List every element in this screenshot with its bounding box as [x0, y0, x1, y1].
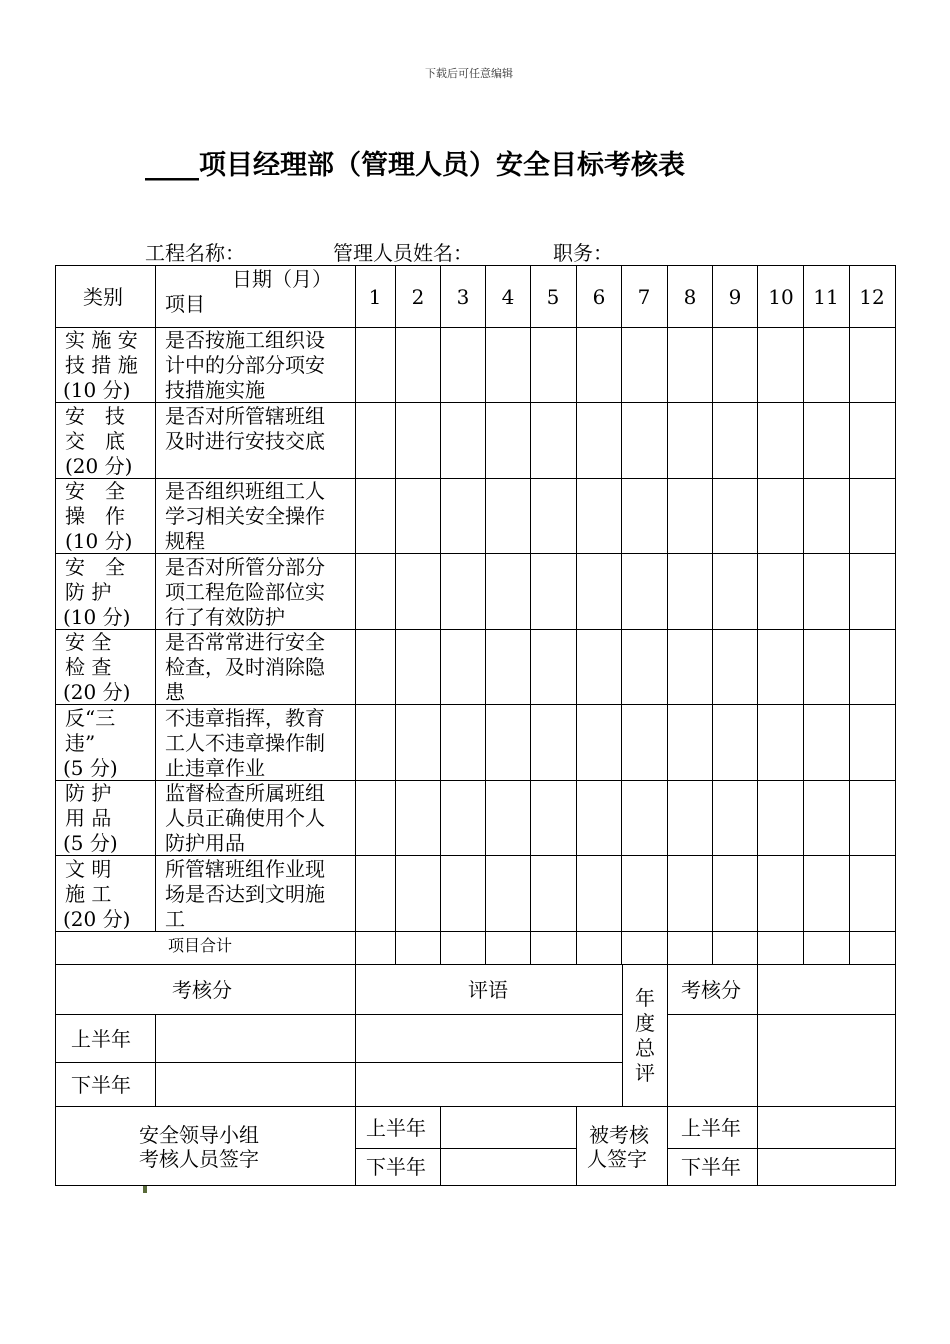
table-border [622, 964, 623, 1106]
table-border [155, 265, 156, 931]
table-border [667, 1014, 896, 1015]
sign-second-half: 下半年 [366, 1155, 426, 1179]
month-10: 10 [768, 285, 794, 309]
month-5: 5 [546, 285, 560, 309]
row-category-line: 防 护 [65, 781, 112, 805]
table-border [621, 265, 622, 964]
row-item-line: 工 [165, 907, 185, 931]
page-title: ____项目经理部（管理人员）安全目标考核表 [145, 150, 685, 181]
annual-label-char: 度 [635, 1011, 655, 1035]
row-item-line: 不违章指挥，教育 [165, 706, 325, 730]
score-label: 考核分 [172, 978, 232, 1002]
row-category-line: 操 作 [65, 504, 125, 528]
project-name-label: 工程名称： [145, 241, 245, 265]
table-border [576, 265, 577, 964]
month-2: 2 [411, 285, 425, 309]
sign-first-half: 上半年 [366, 1116, 426, 1140]
row-item-line: 人员正确使用个人 [165, 806, 325, 830]
row-item-line: 患 [165, 680, 185, 704]
row-item-line: 学习相关安全操作 [165, 504, 325, 528]
row-category-line: 实 施 安 [65, 328, 138, 352]
table-border [667, 1148, 896, 1149]
table-border [895, 265, 896, 1186]
row-item-line: 工人不违章操作制 [165, 731, 325, 755]
month-3: 3 [456, 285, 470, 309]
manager-name-label: 管理人员姓名： [333, 241, 473, 265]
annual-score-label: 考核分 [681, 978, 741, 1002]
row-item-line: 防护用品 [165, 831, 245, 855]
row-category-line: (20 分) [63, 680, 131, 704]
table-border [55, 1106, 896, 1107]
row-category-line: 安 全 [65, 479, 125, 503]
row-category-line: 反“三 [65, 706, 116, 730]
annual-label-char: 评 [635, 1061, 655, 1085]
table-border [530, 265, 531, 964]
assessed-sign-label: 被考核 [589, 1123, 649, 1147]
table-border [355, 1148, 576, 1149]
table-border [849, 265, 850, 964]
row-category-line: 用 品 [65, 806, 112, 830]
row-item-line: 是否对所管分部分 [165, 555, 325, 579]
table-border [485, 265, 486, 964]
row-category-line: 交 底 [65, 429, 125, 453]
annual-label-char: 总 [635, 1036, 655, 1060]
month-9: 9 [728, 285, 742, 309]
leader-sign-label: 安全领导小组 [139, 1123, 259, 1147]
header-item: 项目 [165, 292, 205, 316]
month-8: 8 [683, 285, 697, 309]
table-border [757, 265, 758, 1186]
row-item-line: 是否常常进行安全 [165, 630, 325, 654]
row-item-line: 是否对所管辖班组 [165, 404, 325, 428]
sign-first-half-2: 上半年 [681, 1116, 741, 1140]
table-border [155, 1014, 156, 1106]
row-item-line: 是否组织班组工人 [165, 479, 325, 503]
row-item-line: 是否按施工组织设 [165, 328, 325, 352]
table-border [395, 265, 396, 964]
row-category-line: (5 分) [63, 756, 118, 780]
page-marker [143, 1186, 147, 1193]
row-item-line: 项工程危险部位实 [165, 580, 325, 604]
table-border [55, 1062, 622, 1063]
row-category-line: (20 分) [65, 454, 133, 478]
table-border [55, 964, 896, 965]
row-category-line: (10 分) [63, 605, 131, 629]
table-border [355, 265, 356, 1186]
row-item-line: 行了有效防护 [165, 605, 285, 629]
row-item-line: 计中的分部分项安 [165, 353, 325, 377]
leader-sign-label: 考核人员签字 [139, 1147, 259, 1171]
row-category-line: 安 全 [65, 555, 125, 579]
table-border [55, 265, 56, 1186]
table-border [803, 265, 804, 964]
row-category-line: (10 分) [63, 378, 131, 402]
row-category-line: 文 明 [65, 857, 112, 881]
row-category-line: (10 分) [65, 529, 133, 553]
row-category-line: 施 工 [65, 882, 112, 906]
row-item-line: 技措施实施 [165, 378, 265, 402]
month-6: 6 [592, 285, 606, 309]
header-date: 日期（月） [232, 267, 332, 291]
second-half-label: 下半年 [71, 1073, 131, 1097]
table-border [667, 265, 668, 1186]
position-label: 职务： [553, 241, 613, 265]
row-category-line: 违” [65, 731, 96, 755]
header-category: 类别 [83, 285, 123, 309]
row-item-line: 止违章作业 [165, 756, 265, 780]
month-11: 11 [813, 285, 839, 309]
header-note: 下载后可任意编辑 [425, 67, 513, 80]
row-item-line: 检查，及时消除隐 [165, 655, 325, 679]
row-category-line: 安 技 [65, 404, 125, 428]
comment-label: 评语 [468, 978, 508, 1002]
table-border [55, 1014, 622, 1015]
row-item-line: 及时进行安技交底 [165, 429, 325, 453]
table-border [55, 1185, 896, 1186]
month-7: 7 [637, 285, 651, 309]
assessed-sign-label: 人签字 [587, 1147, 647, 1171]
sign-second-half-2: 下半年 [681, 1155, 741, 1179]
row-category-line: 技 措 施 [65, 353, 138, 377]
month-1: 1 [368, 285, 382, 309]
annual-label-char: 年 [635, 986, 655, 1010]
row-category-line: 安 全 [65, 630, 112, 654]
row-item-line: 规程 [165, 529, 205, 553]
row-category-line: (20 分) [63, 907, 131, 931]
table-border [440, 265, 441, 964]
first-half-label: 上半年 [71, 1027, 131, 1051]
table-border [712, 265, 713, 964]
month-4: 4 [501, 285, 515, 309]
row-category-line: 防 护 [65, 580, 112, 604]
row-item-line: 所管辖班组作业现 [165, 857, 325, 881]
row-category-line: 检 查 [65, 655, 112, 679]
month-12: 12 [859, 285, 885, 309]
table-border [440, 1106, 441, 1186]
row-item-line: 监督检查所属班组 [165, 781, 325, 805]
row-item-line: 场是否达到文明施 [165, 882, 325, 906]
row-category-line: (5 分) [63, 831, 118, 855]
table-border [576, 1106, 577, 1186]
total-label: 项目合计 [168, 936, 233, 955]
